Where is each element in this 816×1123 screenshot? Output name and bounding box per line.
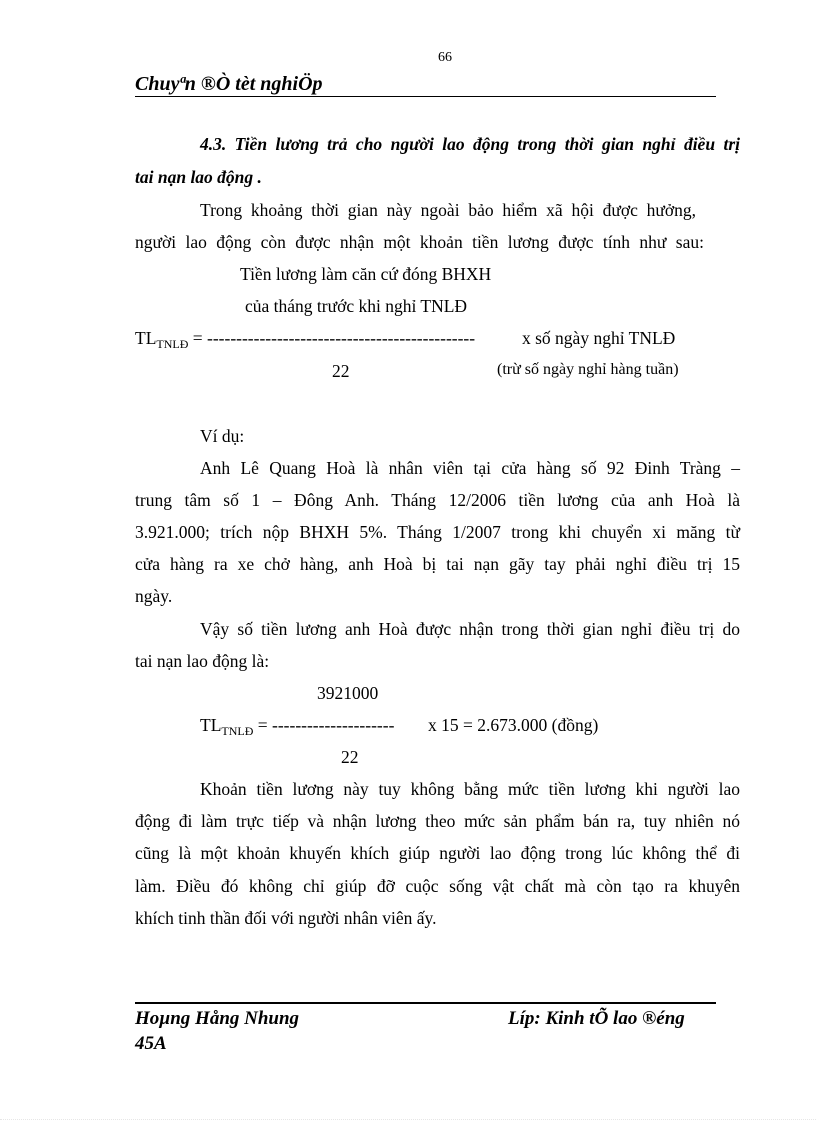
formula1-denominator: 22 (332, 361, 350, 381)
intro-line2: người lao động còn được nhận một khoản tiền lương được tính như sau: (135, 232, 704, 252)
formula1-lhs-subscript: TNLĐ (156, 337, 189, 351)
example-line1: Anh Lê Quang Hoà là nhân viên tại cửa hàng số 92 Đinh Tràng – (200, 458, 740, 478)
example-label: Ví dụ: (200, 426, 245, 446)
example-line5: ngày. (135, 586, 173, 606)
formula1-multiplier: x số ngày nghỉ TNLĐ (522, 328, 676, 348)
result-intro-line2: tai nạn lao động là: (135, 651, 270, 671)
formula1-lhs-symbol: TL (135, 328, 157, 348)
example-line2: trung tâm số 1 – Đông Anh. Tháng 12/2006 tiền lương của anh Hoà là (135, 490, 740, 510)
formula2-numerator: 3921000 (317, 683, 379, 703)
formula2-fraction-bar: = --------------------- (253, 715, 395, 735)
closing-line5: khích tinh thần đối với người nhân viên ấy. (135, 908, 437, 928)
closing-line1: Khoản tiền lương này tuy không bằng mức tiền lương khi người lao (200, 779, 740, 799)
footer-class-label: Líp: Kinh tÕ lao ®éng (508, 1008, 685, 1029)
closing-line2: động đi làm trực tiếp và nhận lương theo mức sản phẩm bán ra, tuy nhiên nó (135, 811, 740, 831)
formula1-fraction-bar: = ---------------------------------------------- (188, 328, 476, 348)
closing-line4: làm. Điều đó không chỉ giúp đỡ cuộc sống vật chất mà còn tạo ra khuyên (135, 876, 740, 896)
formula1-numerator-line2: của tháng trước khi nghỉ TNLĐ (245, 296, 468, 316)
formula2-multiplier: x 15 = 2.673.000 (đồng) (428, 715, 599, 735)
example-line3: 3.921.000; trích nộp BHXH 5%. Tháng 1/2007 trong khi chuyển xi măng từ (135, 522, 740, 542)
formula1-numerator-line1: Tiền lương làm căn cứ đóng BHXH (240, 264, 492, 284)
closing-line3: cũng là một khoản khuyến khích giúp người lao động trong lúc không thể đi (135, 843, 740, 863)
section-heading-line1: 4.3. Tiền lương trả cho người lao động trong thời gian nghỉ điều trị (200, 134, 740, 154)
result-intro-line1: Vậy số tiền lương anh Hoà được nhận trong thời gian nghỉ điều trị do (200, 619, 740, 639)
page-number: 66 (438, 50, 452, 65)
formula1-lhs (135, 328, 475, 352)
formula2-denominator: 22 (341, 747, 359, 767)
formula2-lhs-symbol: TL (200, 715, 222, 735)
page-bottom-border (0, 1119, 816, 1120)
formula2-lhs (200, 715, 394, 739)
formula1-note: (trừ số ngày nghỉ hàng tuần) (497, 361, 679, 378)
header-rule (135, 96, 716, 97)
document-header-title: Chuyªn ®Ò tèt nghiÖp (135, 73, 323, 95)
example-line4: cửa hàng ra xe chở hàng, anh Hoà bị tai nạn gãy tay phải nghỉ điều trị 15 (135, 554, 740, 574)
footer-author: Hoµng Hång Nhung (135, 1008, 300, 1029)
footer-rule (135, 1002, 716, 1004)
section-heading-line2: tai nạn lao động . (135, 167, 262, 187)
formula2-lhs-subscript: TNLĐ (221, 724, 254, 738)
intro-line1: Trong khoảng thời gian này ngoài bảo hiểm xã hội được hưởng, (200, 200, 696, 220)
footer-class-code: 45A (135, 1033, 167, 1054)
